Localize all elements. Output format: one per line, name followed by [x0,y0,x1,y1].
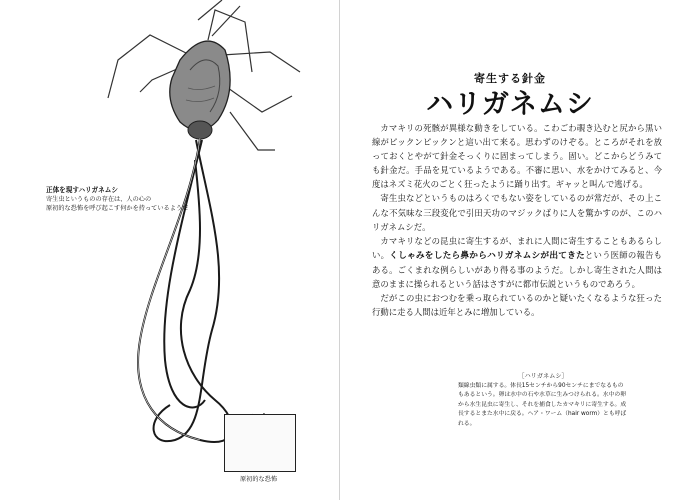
caption-heading: 正体を現すハリガネムシ [46,186,118,194]
body-paragraph: だがこの虫におつむを乗っ取られているのかと疑いたくなるような狂った行動に走る人間は近年とみに増加している。 [372,293,662,318]
body-paragraph: 寄生虫などというものはろくでもない姿をしているのが常だが、その上こんな不気味な三段変化で引田天功のマジックばりに人を驚かすのが、このハリガネムシだ。 [372,193,662,232]
right-page [340,0,680,500]
manga-panel [224,414,296,472]
glossary-heading: ［ハリガネムシ］ [518,373,568,380]
article-title: ハリガネムシ [426,89,594,120]
emphasized-quote: くしゃみをしたら鼻からハリガネムシが出てきた [389,250,585,261]
article-kicker: 寄生する針金 [474,72,546,85]
body-paragraph: カマキリの死骸が異様な動きをしている。こわごわ覗き込むと尻から黒い線がピックンピックンと這い出て来る。思わずのけぞる。ところがそれを放っておくとやがて針金そっくりに固まってしまう。固い。どこからどうみても針金だ。手品を見ているようである。不審に思い、水をかけてみると、今度はネズミ花火のごとく狂ったように踊り出す。ギャッと叫んで逃げる。 [372,123,662,190]
panel-caption: 原初的な恐怖 [240,476,278,483]
caption-line: 原初的な恐怖を呼び起こす何かを持っているようだ [46,205,189,212]
body-paragraph: カマキリなどの昆虫に寄生するが、まれに人間に寄生することもあるらしい。くしゃみをしたら鼻からハリガネムシが出てきたという医師の報告もある。ごくまれな例らしいがあり得る事のようだ。しかし寄生された人間は意のままに操られるという話はさすがに都市伝説というものであろう。 [372,235,663,290]
caption-line: 寄生虫というものの存在は、人の心の [46,196,152,203]
glossary-box [458,372,628,429]
glossary-text: 類線虫類に属する。体長15センチから90センチにまでなるものもあるという。卵は水中の石や水草に生みつけられる。水中の卵から水生昆虫に寄生し、それを捕食したカマキリに寄生する。成長するとまた水中に戻る。ヘア・ワーム（hair worm）とも呼ばれる。 [458,382,627,427]
illustration-caption [46,186,196,213]
article-body [372,121,662,319]
